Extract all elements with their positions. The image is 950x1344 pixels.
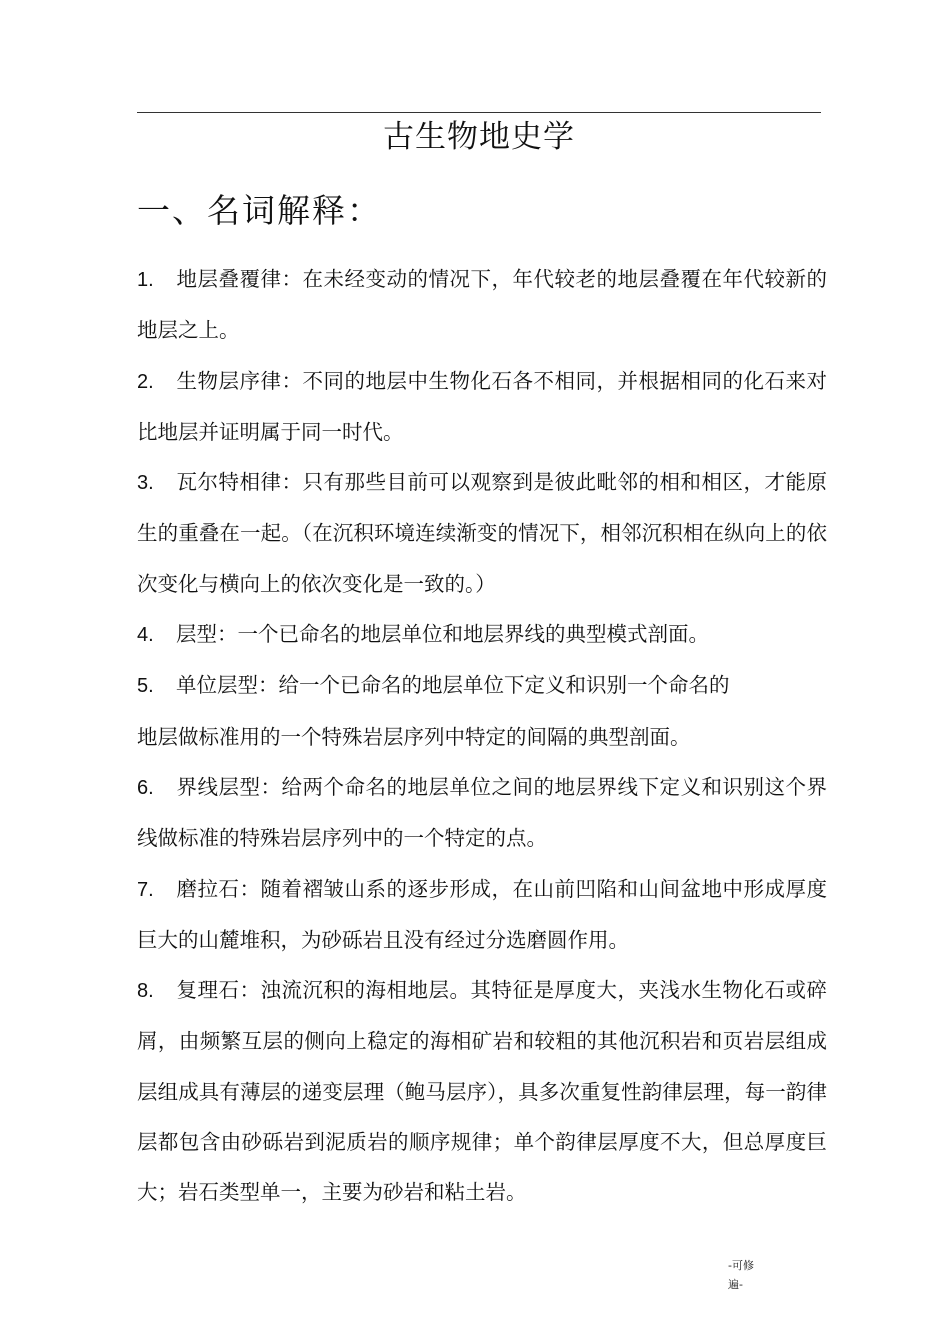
entry-text: 磨拉石：随着褶皱山系的逐步形成，在山前凹陷和山间盆地中形成厚度巨大的山麓堆积，为砂砾岩且没有经过分选磨圆作用。 — [137, 876, 827, 952]
entry-text: 层型：一个已命名的地层单位和地层界线的典型模式剖面。 — [176, 622, 709, 647]
document-title: 古生物地史学 — [383, 119, 575, 155]
definition-entry-8 — [137, 965, 827, 1217]
entry-text: 地层叠覆律：在未经变动的情况下，年代较老的地层叠覆在年代较新的地层之上。 — [137, 267, 827, 343]
definition-entry-2 — [137, 356, 827, 458]
entry-text-line-1: 单位层型：给一个已命名的地层单位下定义和识别一个命名的 — [176, 673, 730, 698]
definition-entry-1 — [137, 254, 827, 356]
entry-text: 瓦尔特相律：只有那些目前可以观察到是彼此毗邻的相和相区，才能原生的重叠在一起。（在沉积环境连续渐变的情况下，相邻沉积相在纵向上的依次变化与横向上的依次变化是一致的。） — [137, 470, 827, 596]
definition-entry-6 — [137, 762, 827, 864]
entry-number: 3. — [137, 472, 154, 495]
entry-text: 复理石：浊流沉积的海相地层。其特征是厚度大，夹浅水生物化石或碎屑，由频繁互层的侧向上稳定的海相矿岩和较粗的其他沉积岩和页岩层组成层组成具有薄层的递变层理（鲍马层序），具多次重复性韵律层理，每一韵律层都包含由砂砾岩到泥质岩的顺序规律；单个韵律层厚度不大，但总厚度巨大；岩石类型单一，主要为砂岩和粘土岩。 — [137, 978, 827, 1205]
entry-number: 7. — [137, 878, 154, 901]
entry-text: 界线层型：给两个命名的地层单位之间的地层界线下定义和识别这个界线做标准的特殊岩层序列中的一个特定的点。 — [137, 774, 827, 851]
header-rule — [137, 112, 821, 113]
entry-number: 5. — [137, 675, 154, 698]
definition-entry-5 — [137, 660, 827, 762]
entry-text: 生物层序律：不同的地层中生物化石各不相同，并根据相同的化石来对比地层并证明属于同一时代。 — [137, 368, 827, 444]
definition-entry-7 — [137, 864, 827, 966]
entry-number: 6. — [137, 776, 154, 799]
definition-list — [137, 254, 827, 1218]
entry-number: 4. — [137, 624, 154, 647]
entry-number: 2. — [137, 370, 154, 393]
entry-text-line-2: 地层做标准用的一个特殊岩层序列中特定的间隔的典型剖面。 — [137, 724, 691, 749]
footer-line-2: 遍- — [728, 1278, 743, 1291]
page-footer — [728, 1256, 754, 1294]
definition-entry-4 — [137, 609, 827, 660]
section-heading: 一、名词解释： — [137, 191, 382, 230]
footer-line-1: -可修 — [728, 1259, 754, 1272]
definition-entry-3 — [137, 457, 827, 609]
entry-number: 8. — [137, 980, 154, 1003]
entry-number: 1. — [137, 269, 154, 291]
